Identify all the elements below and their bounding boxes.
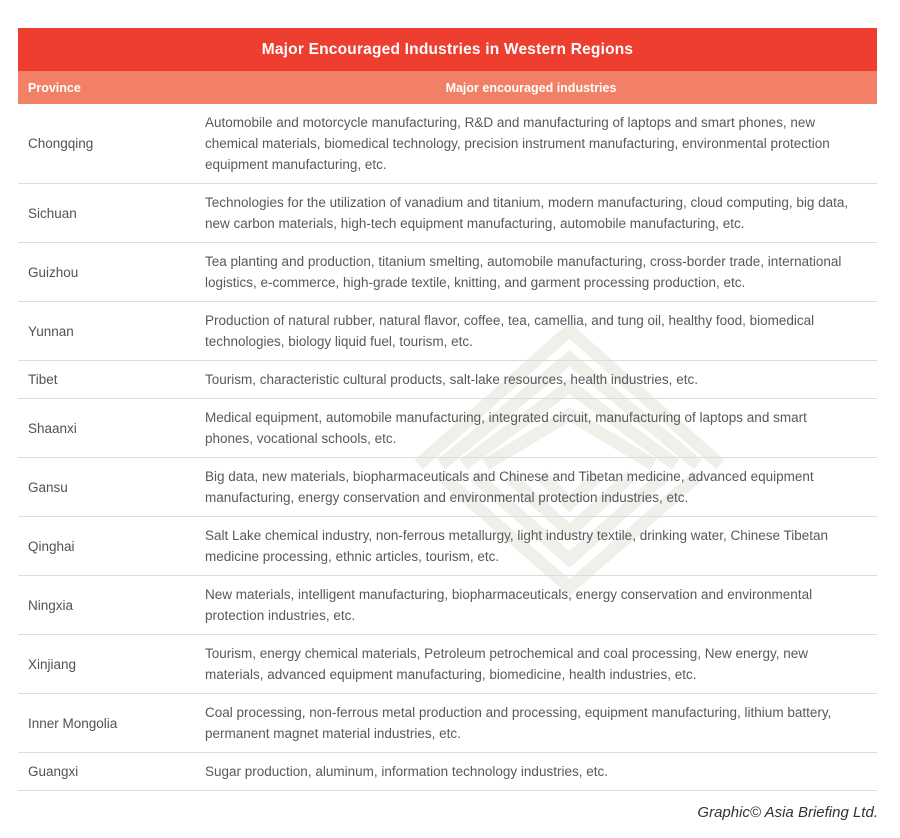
industries-cell: Technologies for the utilization of vanadium and titanium, modern manufacturing, cloud computing, big data, new carbon materials, high-tech equipment manufacturing, automobile manufacturing, etc. bbox=[205, 195, 849, 231]
industries-cell: Tourism, characteristic cultural products, salt-lake resources, health industries, etc. bbox=[205, 372, 698, 387]
industries-cell: Big data, new materials, biopharmaceuticals and Chinese and Tibetan medicine, advanced equipment manufacturing, energy conservation and environmental protection industries, etc. bbox=[205, 469, 814, 505]
table-row bbox=[18, 361, 877, 399]
table-row bbox=[18, 635, 877, 694]
province-cell: Sichuan bbox=[28, 205, 77, 221]
column-header-row bbox=[18, 71, 877, 104]
industries-cell: Tea planting and production, titanium smelting, automobile manufacturing, cross-border trade, international logistics, e-commerce, high-grade textile, knitting, and garment processing production, etc. bbox=[205, 254, 842, 290]
table-row bbox=[18, 458, 877, 517]
province-cell: Guangxi bbox=[28, 764, 79, 779]
industries-cell: Coal processing, non-ferrous metal production and processing, equipment manufacturing, lithium battery, permanent magnet material industries, etc. bbox=[205, 705, 832, 741]
table-title: Major Encouraged Industries in Western Regions bbox=[18, 28, 877, 71]
table-row bbox=[18, 753, 877, 791]
province-cell: Ningxia bbox=[28, 597, 74, 613]
table-row bbox=[18, 517, 877, 576]
province-cell: Tibet bbox=[28, 372, 58, 387]
industries-cell: Medical equipment, automobile manufacturing, integrated circuit, manufacturing of laptops and smart phones, vocational schools, etc. bbox=[205, 410, 807, 446]
table-row bbox=[18, 399, 877, 458]
province-cell: Inner Mongolia bbox=[28, 715, 118, 731]
table-row bbox=[18, 694, 877, 753]
province-cell: Gansu bbox=[28, 479, 68, 495]
column-header-industries: Major encouraged industries bbox=[445, 80, 617, 95]
industries-cell: Production of natural rubber, natural flavor, coffee, tea, camellia, and tung oil, healthy food, biomedical technologies, biology liquid fuel, tourism, etc. bbox=[205, 313, 815, 349]
industries-cell: Sugar production, aluminum, information technology industries, etc. bbox=[205, 764, 608, 779]
industries-cell: Automobile and motorcycle manufacturing, R&D and manufacturing of laptops and smart phones, new chemical materials, biomedical technology, precision instrument manufacturing, environmental protection equipment manufacturing, etc. bbox=[205, 115, 830, 172]
industries-cell: Salt Lake chemical industry, non-ferrous metallurgy, light industry textile, drinking water, Chinese Tibetan medicine processing, ethnic articles, tourism, etc. bbox=[205, 528, 829, 564]
province-cell: Guizhou bbox=[28, 264, 79, 280]
industries-cell: New materials, intelligent manufacturing, biopharmaceuticals, energy conservation and environmental protection industries, etc. bbox=[205, 587, 813, 623]
province-cell: Yunnan bbox=[28, 323, 74, 339]
column-header-province: Province bbox=[28, 80, 81, 95]
province-cell: Chongqing bbox=[28, 136, 94, 151]
province-cell: Qinghai bbox=[28, 538, 75, 554]
industries-table bbox=[18, 28, 877, 791]
table-row bbox=[18, 184, 877, 243]
province-cell: Shaanxi bbox=[28, 420, 77, 436]
industries-cell: Tourism, energy chemical materials, Petroleum petrochemical and coal processing, New energy, new materials, advanced equipment manufacturing, biomedicine, health industries, etc. bbox=[205, 646, 809, 682]
table-row bbox=[18, 576, 877, 635]
table-row bbox=[18, 243, 877, 302]
table-row bbox=[18, 104, 877, 184]
table-body bbox=[18, 104, 877, 791]
province-cell: Xinjiang bbox=[28, 656, 77, 672]
table-row bbox=[18, 302, 877, 361]
graphic-credit: Graphic© Asia Briefing Ltd. bbox=[697, 804, 878, 821]
